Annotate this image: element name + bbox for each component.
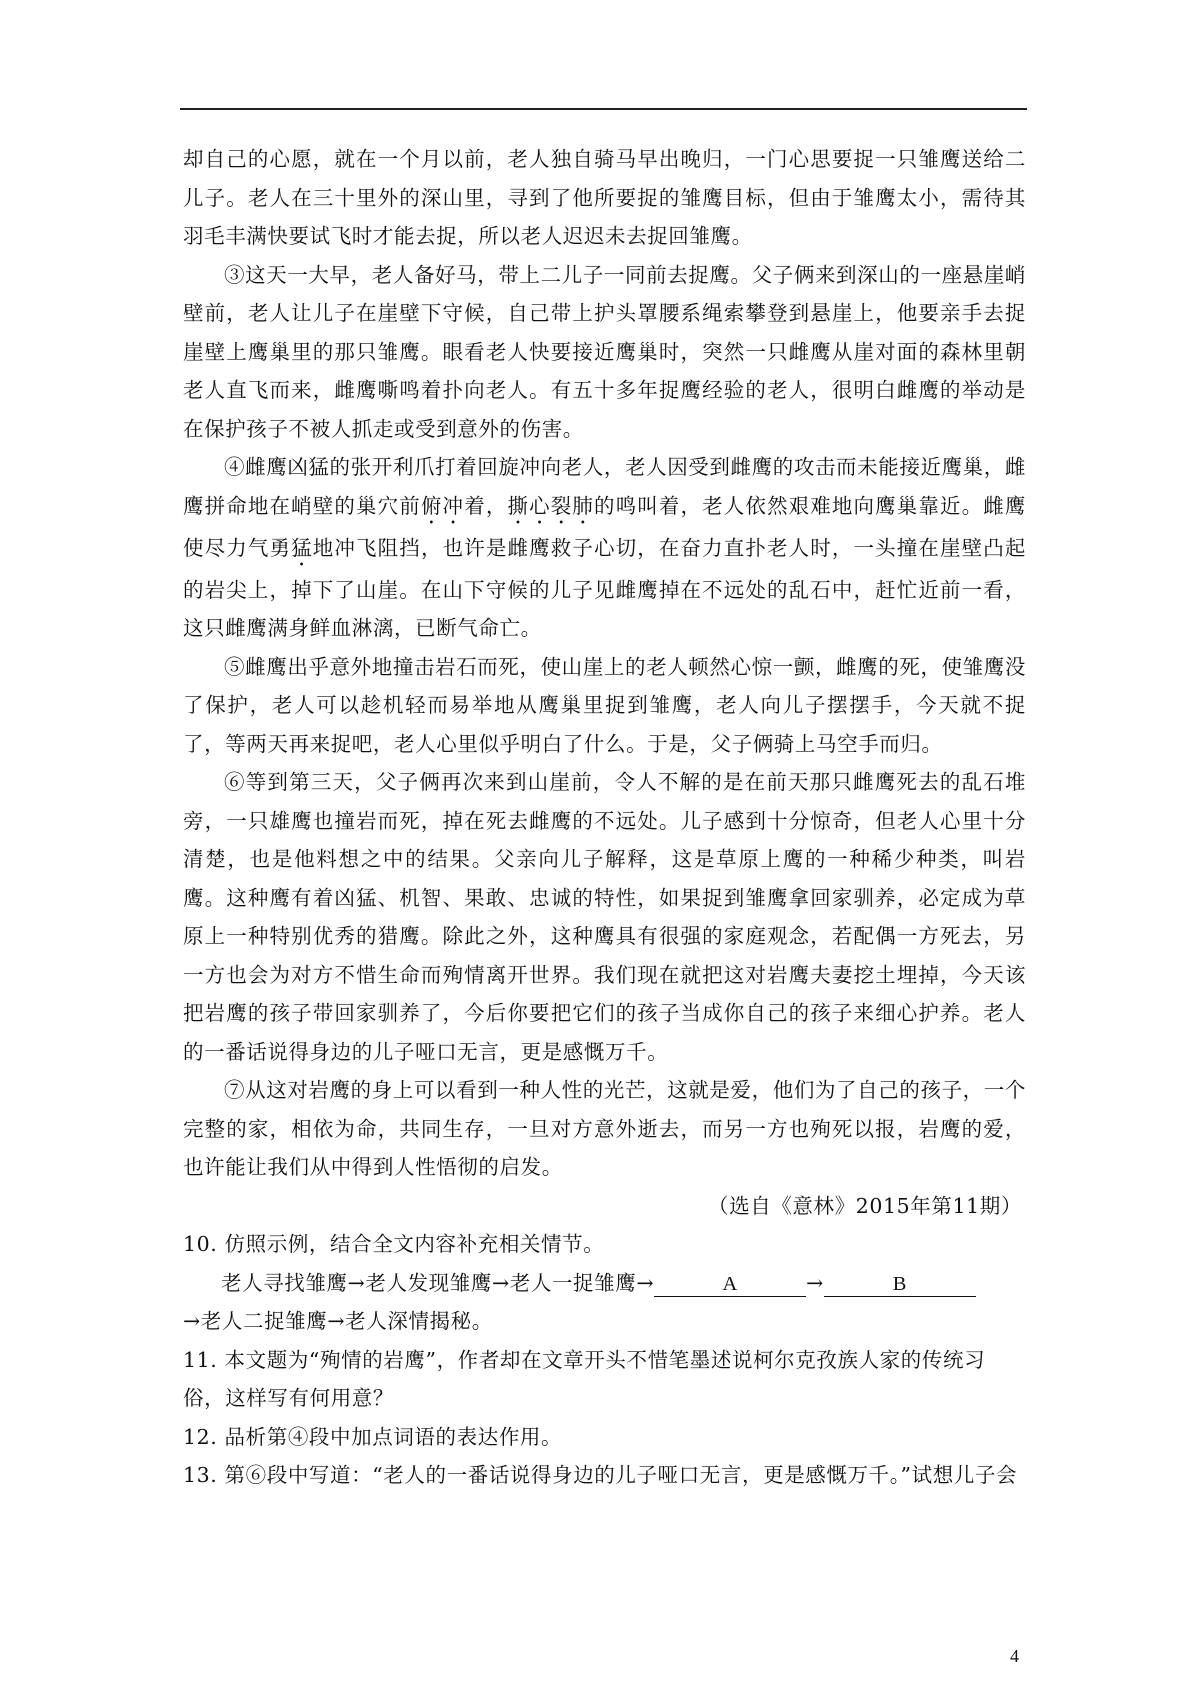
- chain-arrow: →: [806, 1270, 824, 1295]
- question-11: 11. 本文题为“殉情的岩鹰”，作者却在文章开头不惜笔墨述说柯尔克孜族人家的传统习俗，这样写有何用意？: [183, 1347, 986, 1410]
- page-number: 4: [1010, 1646, 1019, 1666]
- p4-text-b: 着，: [464, 493, 508, 518]
- blank-a: A: [654, 1272, 806, 1297]
- p4-text-c: 的鸣叫着，老人依然艰难地向鹰巢靠近。雌鹰使尽力气勇: [183, 493, 1027, 560]
- p4-text-a: ④雌鹰凶猛的张开利爪打着回旋冲向老人，老人因受到雌鹰的攻击而未能接近鹰巢，雌鹰拼命地在峭壁的巢穴前: [183, 455, 1026, 518]
- blank-b: B: [824, 1272, 976, 1297]
- paragraph-5: ⑤雌鹰出乎意外地撞击岩石而死，使山崖上的老人顿然心惊一颤，雌鹰的死，使雏鹰没了保护，老人可以趁机轻而易举地从鹰巢里捉到雏鹰，老人向儿子摆摆手，今天就不捉了，等两天再来捉吧，老人心里似乎明白了什么。于是，父子俩骑上马空手而归。: [183, 654, 1026, 756]
- dotted-word-sixinliefei: 撕心裂肺: [507, 493, 594, 518]
- paragraph-7: ⑦从这对岩鹰的身上可以看到一种人性的光芒，这就是爱，他们为了自己的孩子，一个完整的家，相依为命，共同生存，一旦对方意外逝去，而另一方也殉死以报，岩鹰的爱，也许能让我们从中得到人性悟彻的启发。: [183, 1078, 1026, 1179]
- paragraph-6: ⑥等到第三天，父子俩再次来到山崖前，令人不解的是在前天那只雌鹰死去的乱石堆旁，一只雄鹰也撞岩而死，掉在死去雌鹰的不远处。儿子感到十分惊奇，但老人心里十分清楚，也是他料想之中的结果。父亲向儿子解释，这是草原上鹰的一种稀少种类，叫岩鹰。这种鹰有着凶猛、机智、果敢、忠诚的特性，如果捉到雏鹰拿回家驯养，必定成为草原上一种特别优秀的猎鹰。除此之外，这种鹰具有很强的家庭观念，若配偶一方死去，另一方也会为对方不惜生命而殉情离开世界。我们现在就把这对岩鹰夫妻挖土埋掉，今天该把岩鹰的孩子带回家驯养了，今后你要把它们的孩子当成你自己的孩子来细心护养。老人的一番话说得身边的儿子哑口无言，更是感慨万千。: [183, 770, 1026, 1064]
- paragraph-4: [183, 448, 1026, 648]
- document-body: [183, 140, 1026, 1495]
- question-13: 13. 第⑥段中写道：“老人的一番话说得身边的儿子哑口无言，更是感慨万千。”试想儿子会: [183, 1463, 1018, 1487]
- chain-start: 老人寻找雏鹰→老人发现雏鹰→老人一捉雏鹰→: [221, 1270, 655, 1295]
- dotted-word-fuchong: 俯冲: [420, 493, 465, 518]
- paragraph-continuation: 却自己的心愿，就在一个月以前，老人独自骑马早出晚归，一门心思要捉一只雏鹰送给二儿子。老人在三十里外的深山里，寻到了他所要捉的雏鹰目标，但由于雏鹰太小，需待其羽毛丰满快要试飞时才能去捉，所以老人迟迟未去捉回雏鹰。: [183, 147, 1026, 248]
- source-citation: （选自《意林》2015年第11期）: [708, 1193, 1022, 1218]
- header-rule: [180, 108, 1027, 110]
- dotted-word-meng: 猛: [291, 535, 313, 560]
- p4-text-e: 地冲飞阻挡，也许是雌鹰救子心切，在奋力直扑老人时，一头撞在崖壁凸起的岩尖上，掉下了山崖。在山下守候的儿子见雌鹰掉在不远处的乱石中，赶忙近前一看，这只雌鹰满身鲜血淋漓，已断气命亡。: [183, 535, 1027, 640]
- question-10-prompt: 10. 仿照示例，结合全文内容补充相关情节。: [183, 1232, 605, 1256]
- question-10-chain: [183, 1264, 1026, 1303]
- question-12: 12. 品析第④段中加点词语的表达作用。: [183, 1424, 563, 1449]
- paragraph-3: ③这天一大早，老人备好马，带上二儿子一同前去捉鹰。父子俩来到深山的一座悬崖峭壁前，老人让儿子在崖壁下守候，自己带上护头罩腰系绳索攀登到悬崖上，他要亲手去捉崖壁上鹰巢里的那只雏鹰。眼看老人快要接近鹰巢时，突然一只雌鹰从崖对面的森林里朝老人直飞而来，雌鹰嘶鸣着扑向老人。有五十多年捉鹰经验的老人，很明白雌鹰的举动是在保护孩子不被人抓走或受到意外的伤害。: [183, 262, 1026, 441]
- question-10-chain-end: →老人二捉雏鹰→老人深情揭秘。: [183, 1309, 493, 1333]
